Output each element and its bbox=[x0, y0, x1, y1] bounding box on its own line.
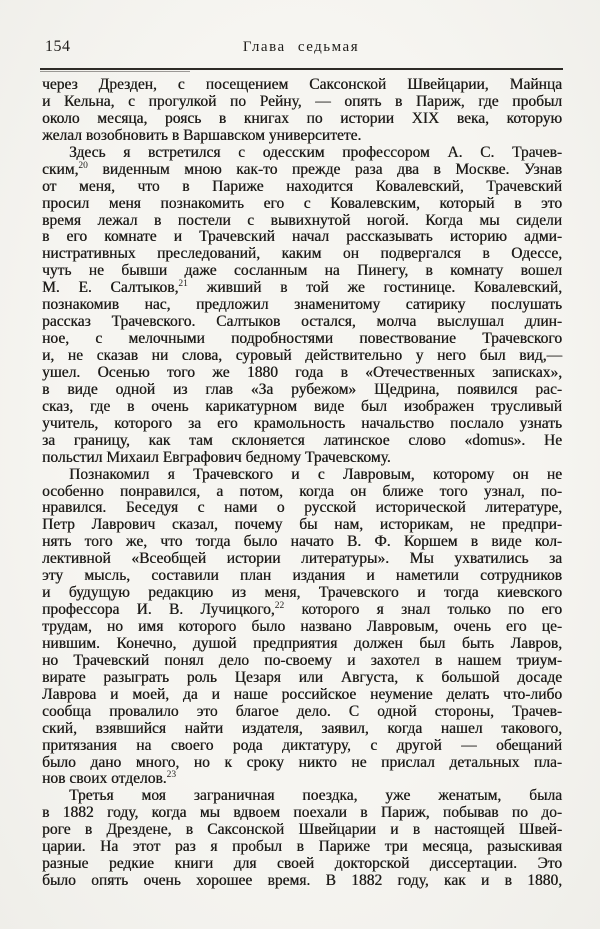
text-line: в 1882 году, когда мы вдвоем поехали в Париж, побывав по до- bbox=[42, 804, 562, 822]
text-line: лективной «Всеобщей истории литературы». Мы ухватились за bbox=[42, 550, 562, 568]
text-line: в виде одной из глав «За рубежом» Щедрина, появился рас- bbox=[42, 380, 562, 398]
page-number: 154 bbox=[45, 38, 71, 55]
text-line: от меня, что в Париже находится Ковалевский, Трачевский bbox=[42, 177, 562, 195]
text-line: Лаврова и моей, да и наше российское неумение делать что-либо bbox=[42, 685, 562, 703]
text-line: было опять очень хорошее время. В 1882 году, как и в 1880, bbox=[42, 872, 562, 890]
text-line: роге в Дрездене, в Саксонской Швейцарии и в настоящей Швей- bbox=[42, 821, 562, 839]
text-line: и, не сказав ни слова, суровый действительно у него был вид,— bbox=[42, 347, 562, 364]
body-text bbox=[42, 77, 562, 890]
running-title: Глава седьмая bbox=[242, 39, 360, 55]
text-line: нравился. Беседуя с нами о русской исторической литературе, bbox=[42, 499, 562, 517]
text-line: через Дрезден, с посещением Саксонской Швейцарии, Майнца bbox=[42, 76, 562, 93]
text-line: нов своих отделов.$^{23}$ bbox=[42, 770, 177, 788]
text-line: сказ, где в очень карикатурном виде был изображен трусливый bbox=[42, 397, 562, 415]
text-line: нистративных преследований, каким он подвергался в Одессе, bbox=[42, 245, 562, 263]
header-rule bbox=[40, 68, 563, 70]
text-line: профессора И. В. Лучицкого,$^{22}$ которого я знал только по его bbox=[42, 600, 562, 619]
text-line: но Трачевский понял дело по-своему и захотел в нашем триум- bbox=[42, 651, 562, 669]
text-line: Третья моя заграничная поездка, уже женатым, была bbox=[69, 787, 562, 805]
text-line: ное, с мелочными подробностями повествование Трачевского bbox=[42, 330, 562, 348]
text-line: в его комнате и Трачевский начал рассказывать историю адми- bbox=[42, 228, 562, 246]
text-line: притязания на своего рода диктатуру, с другой — обещаний bbox=[42, 736, 562, 754]
text-line: было дано много, но к сроку никто не прислал детальных пла- bbox=[42, 753, 562, 771]
text-line: рассказ Трачевского. Салтыков остался, молча выслушал длин- bbox=[42, 313, 562, 331]
text-line: особенно понравился, а потом, когда он ближе того узнал, по- bbox=[42, 482, 562, 500]
text-line: нившим. Конечно, душой предприятия должен был быть Лавров, bbox=[42, 634, 562, 652]
header-rule-scan-artifact bbox=[40, 71, 190, 72]
footnote-ref: 22 bbox=[274, 600, 285, 611]
text-line: польстил Михаил Евграфович бедному Трачевскому. bbox=[42, 448, 391, 466]
footnote-ref: 21 bbox=[178, 279, 188, 290]
text-line: эту мысль, составили план издания и наметили сотрудников bbox=[42, 567, 562, 585]
text-line: просил меня познакомить его с Ковалевским, который в это bbox=[42, 194, 562, 212]
footnote-ref: 23 bbox=[166, 770, 177, 781]
text-line: познакомив нас, предложил знаменитому сатирику послушать bbox=[42, 296, 562, 314]
text-line: Познакомил я Трачевского и с Лавровым, которому он не bbox=[69, 465, 562, 483]
text-line: разные редкие книги для своей докторской диссертации. Это bbox=[42, 855, 562, 873]
text-line: и будущую редакцию из меня, Трачевского и тогда киевского bbox=[42, 584, 562, 602]
text-line: нять того же, что тогда было начато В. Ф. Коршем в виде кол- bbox=[42, 533, 562, 551]
text-line: ский, взявшийся найти издателя, заявил, когда нашел такового, bbox=[42, 719, 562, 737]
text-line: ским,$^{20}$ виденным мною как-то прежде раза два в Москве. Узнав bbox=[42, 160, 562, 178]
text-line: царии. На этот раз я пробыл в Париже три месяца, разыскивая bbox=[42, 838, 562, 856]
text-line: вирате разыграть роль Цезаря или Августа, к большой досаде bbox=[42, 668, 562, 686]
text-line: за границу, как там склоняется латинское слово «domus». Не bbox=[42, 431, 562, 449]
text-line: Здесь я встретился с одесским профессором А. С. Трачев- bbox=[69, 143, 562, 161]
text-line: около месяца, роясь в книгах по истории XIX века, которую bbox=[42, 109, 562, 127]
text-line: и Кельна, с прогулкой по Рейну, — опять в Париж, где пробыл bbox=[42, 92, 562, 110]
text-line: учитель, которого за его крамольность начальство послало узнать bbox=[42, 414, 562, 432]
text-line: трудам, но имя которого было названо Лавровым, очень его це- bbox=[42, 618, 562, 635]
text-line: желал возобновить в Варшавском университете. bbox=[42, 126, 362, 144]
text-line: М. Е. Салтыков,$^{21}$ живший в той же гостинице. Ковалевский, bbox=[42, 279, 562, 297]
text-line: сообща провалило это благое дело. С одной стороны, Трачев- bbox=[42, 702, 562, 720]
text-line: время лежал в постели с вывихнутой ногой. Когда мы сидели bbox=[42, 211, 562, 229]
footnote-ref: 20 bbox=[78, 160, 88, 171]
text-line: ушел. Осенью того же 1880 года в «Отечественных записках», bbox=[42, 363, 562, 381]
text-line: Петр Лаврович сказал, почему бы нам, историкам, не предпри- bbox=[42, 516, 562, 534]
text-line: чуть не бывши даже сосланным на Пинегу, в комнату вошел bbox=[42, 262, 562, 280]
